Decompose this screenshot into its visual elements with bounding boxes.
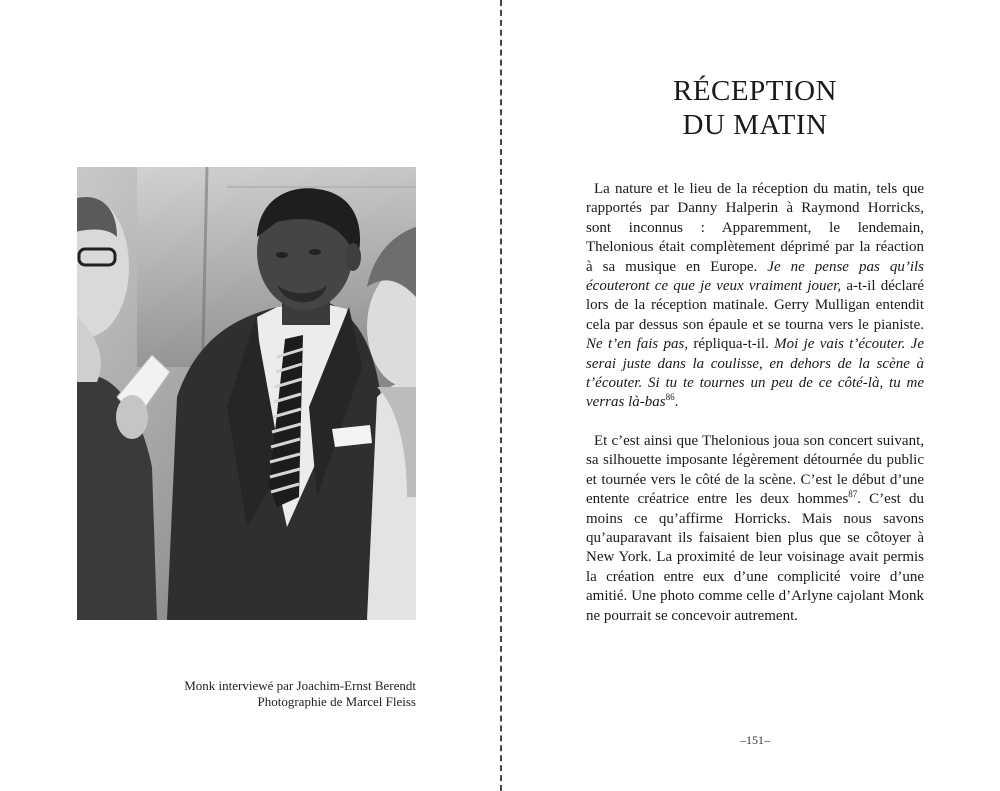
footnote-ref-86: 86 <box>665 392 675 403</box>
caption-line-1: Monk interviewé par Joachim-Ernst Berendt <box>184 678 416 693</box>
paragraph-1-italic-3: Moi je vais t’écouter. Je serai juste dans la coulisse, en dehors de la scène à t’écouter. Si tu te tournes un peu de ce côté-là, tu me verras là-bas <box>586 336 924 411</box>
paragraph-2-part-2: . C’est du moins ce qu’affirme Horricks. Mais nous savons qu’auparavant ils faisaient bien plus que se côtoyer à New York. La proximité de leur voisinage avait permis la création entre eux d’une complicité voire d’une amitié. Une photo comme celle d’Arlyne cajolant Monk ne pourrait se concevoir autrement. <box>586 491 924 624</box>
paragraph-1-part-4: . <box>674 394 679 411</box>
paragraph-1-italic-1: Je ne pense pas qu’ils écouteront ce que je veux vraiment jouer, <box>586 258 924 295</box>
page-gutter-divider <box>500 0 502 791</box>
paragraph-1-part-1: La nature et le lieu de la réception du matin, tels que rapportés par Danny Halperin à Raymond Horricks, sont inconnus : Apparemment, le lendemain, Thelonious était complètement déprimé par la réaction à sa musique en Europe. <box>586 181 924 275</box>
paragraph-2-part-1: Et c’est ainsi que Thelonious joua son concert suivant, sa silhouette imposante légèrement détournée du public et tournée vers le côté de la scène. C’est le début d’une entente créatrice entre les deux hommes <box>586 432 924 508</box>
chapter-title-line-2: DU MATIN <box>682 109 828 141</box>
paragraph-1-part-3: répliqua-t-il. <box>688 336 775 353</box>
paragraph-1 <box>586 180 924 413</box>
photo-illustration <box>77 167 416 620</box>
paragraph-2 <box>586 432 924 626</box>
body-text <box>586 180 924 626</box>
photo-caption <box>96 678 416 710</box>
footnote-ref-87: 87 <box>848 489 858 500</box>
monk-photo <box>77 167 416 620</box>
paragraph-1-part-2: a-t-il déclaré lors de la réception matinale. Gerry Mulligan entendit cela par dessus son épaule et se tourna vers le pianiste. <box>586 278 924 333</box>
chapter-title <box>585 74 925 142</box>
paragraph-1-italic-2: Ne t’en fais pas, <box>586 336 689 353</box>
page-number: –151– <box>740 733 770 747</box>
caption-line-2: Photographie de Marcel Fleiss <box>257 694 416 709</box>
chapter-title-line-1: RÉCEPTION <box>673 75 837 107</box>
